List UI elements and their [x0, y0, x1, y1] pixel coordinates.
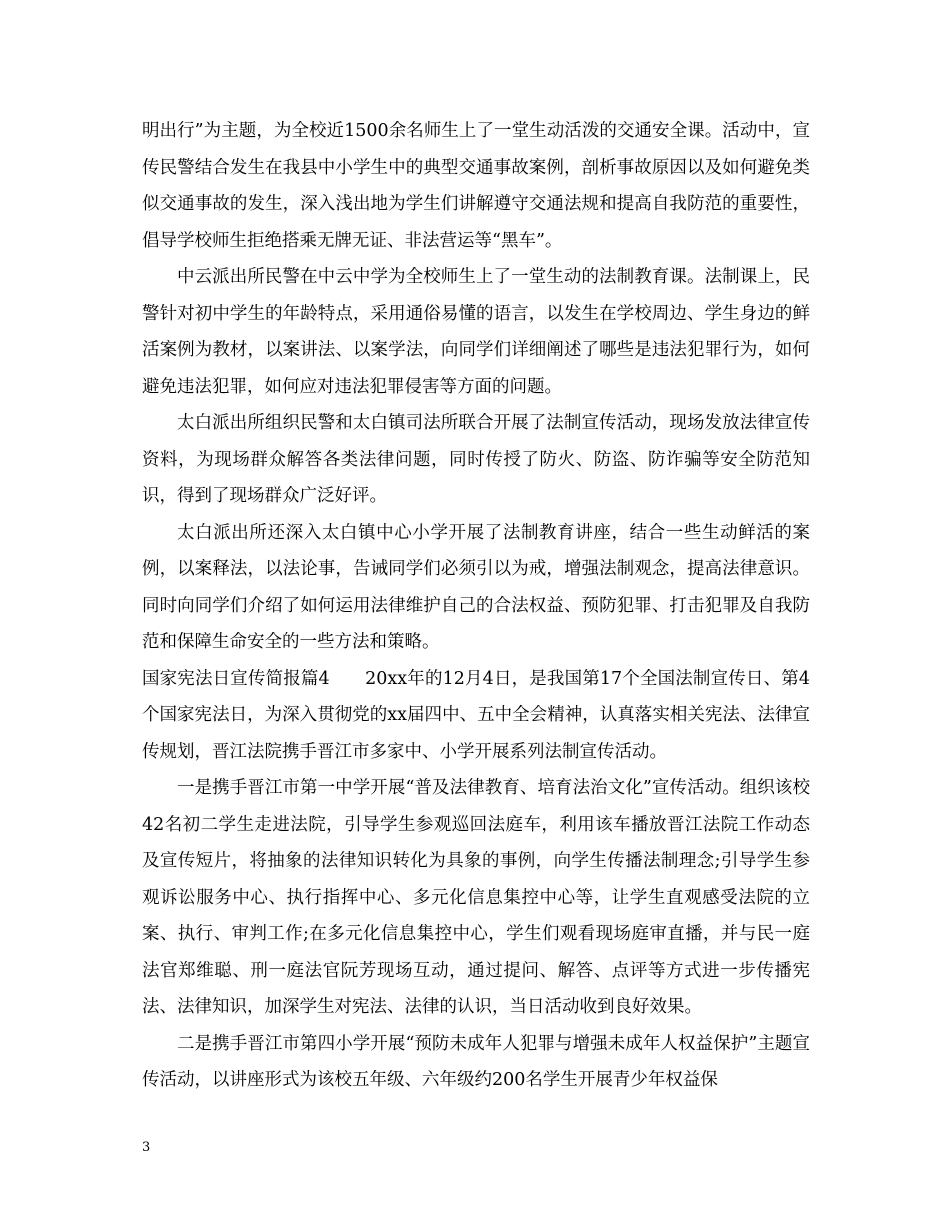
paragraph-taibai-lecture: 太白派出所还深入太白镇中心小学开展了法制教育讲座，结合一些生动鲜活的案例，以案释法，以法论事，告诫同学们必须引以为戒，增强法制观念，提高法律意识。同时向同学们介绍了如何运用法律维护自己的合法权益、预防犯罪、打击犯罪及自我防范和保障生命安全的一些方法和策略。	[142, 522, 810, 652]
paragraph-fourth-school: 二是携手晋江市第四小学开展“预防未成年人犯罪与增强未成年人权益保护”主题宣传活动，以讲座形式为该校五年级、六年级约200名学生开展青少年权益保	[142, 1033, 810, 1090]
document-body	[142, 113, 810, 1099]
page-number: 3	[142, 1140, 151, 1155]
paragraph-zhongyun-lesson: 中云派出所民警在中云中学为全校师生上了一堂生动的法制教育课。法制课上，民警针对初中学生的年龄特点，采用通俗易懂的语言，以发生在学校周边、学生身边的鲜活案例为教材，以案讲法、以案学法，向同学们详细阐述了哪些是违法犯罪行为，如何避免违法犯罪，如何应对违法犯罪侵害等方面的问题。	[142, 267, 810, 397]
paragraph-first-school: 一是携手晋江市第一中学开展“普及法律教育、培育法治文化”宣传活动。组织该校42名初二学生走进法院，引导学生参观巡回法庭车，利用该车播放晋江法院工作动态及宣传短片，将抽象的法律知识转化为具象的事例，向学生传播法制理念;引导学生参观诉讼服务中心、执行指挥中心、多元化信息集控中心等，让学生直观感受法院的立案、执行、审判工作;在多元化信息集控中心，学生们观看现场庭审直播，并与民一庭法官郑维聪、刑一庭法官阮芳现场互动，通过提问、解答、点评等方式进一步传播宪法、法律知识，加深学生对宪法、法律的认识，当日活动收到良好效果。	[142, 778, 810, 1017]
paragraph-taibai-campaign: 太白派出所组织民警和太白镇司法所联合开展了法制宣传活动，现场发放法律宣传资料，为现场群众解答各类法律问题，同时传授了防火、防盗、防诈骗等安全防范知识，得到了现场群众广泛好评。	[142, 413, 810, 506]
paragraph-traffic-safety: 明出行”为主题，为全校近1500余名师生上了一堂生动活泼的交通安全课。活动中，宣传民警结合发生在我县中小学生中的典型交通事故案例，剖析事故原因以及如何避免类似交通事故的发生，深入浅出地为学生们讲解遵守交通法规和提高自我防范的重要性，倡导学校师生拒绝搭乘无牌无证、非法营运等“黑车”。	[142, 121, 810, 251]
paragraph-briefing-4: 国家宪法日宣传简报篇4 20xx年的12月4日，是我国第17个全国法制宣传日、第4个国家宪法日，为深入贯彻党的xx届四中、五中全会精神，认真落实相关宪法、法律宣传规划，晋江法院携手晋江市多家中、小学开展系列法制宣传活动。	[142, 668, 810, 762]
